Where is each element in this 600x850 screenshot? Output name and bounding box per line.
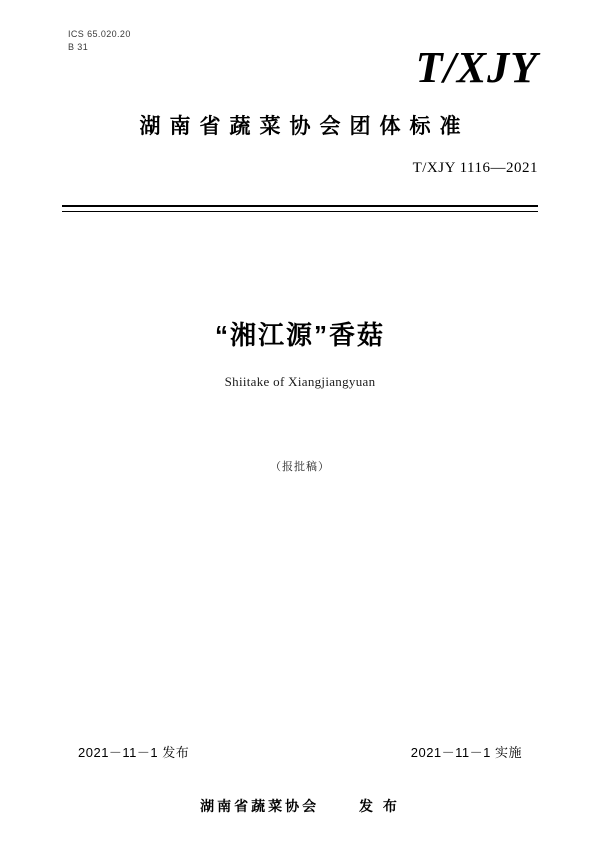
page-subtitle-english: Shiitake of Xiangjiangyuan xyxy=(224,374,376,389)
publisher-name: 湖南省蔬菜协会 xyxy=(200,798,320,814)
header-rule-thick xyxy=(62,205,538,207)
draft-status-note: （报批稿） xyxy=(270,461,330,473)
publisher-action: 发 布 xyxy=(358,798,400,814)
header-rule-thin xyxy=(62,211,538,212)
standard-number: T/XJY 1116—2021 xyxy=(412,160,538,176)
standard-mark: T/XJY xyxy=(415,43,538,92)
ics-code: ICS 65.020.20 xyxy=(68,29,131,39)
publisher-line xyxy=(62,796,538,816)
classification-code: B 31 xyxy=(68,42,89,52)
effective-date: 2021－11－1 实施 xyxy=(410,745,522,760)
issue-date: 2021－11－1 发布 xyxy=(78,745,190,760)
page-title: “湘江源”香菇 xyxy=(214,320,385,350)
document-meta xyxy=(68,28,131,54)
association-standard-line: 湖南省蔬菜协会团体标准 xyxy=(139,115,470,138)
